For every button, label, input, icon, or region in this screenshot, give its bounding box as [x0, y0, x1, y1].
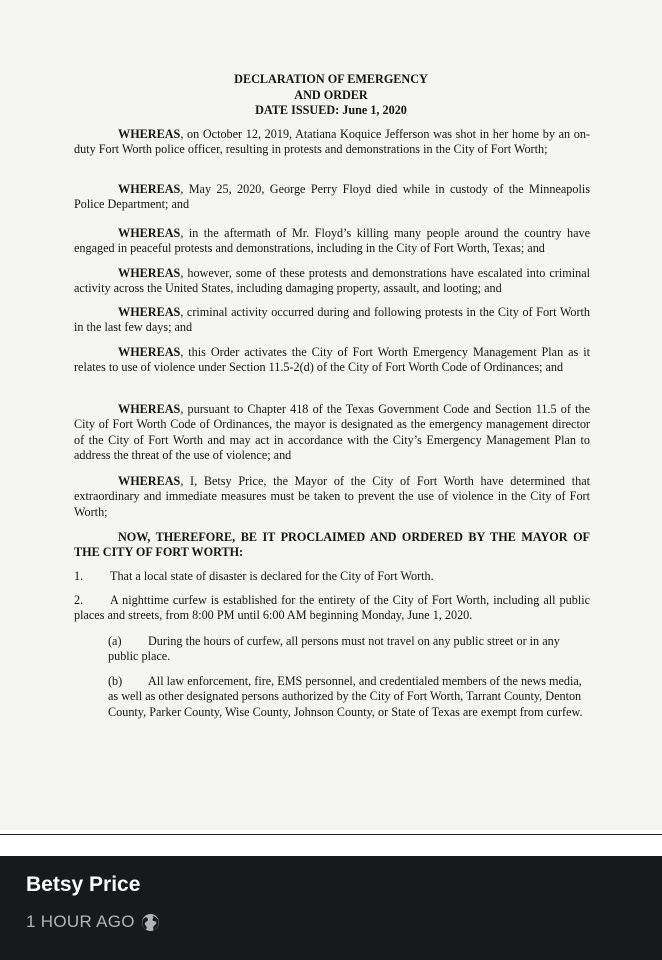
whereas-paragraph: WHEREAS, on October 12, 2019, Atatiana Koquice Jefferson was shot in her home by an on-duty Fort Worth police officer, resulting in protests and demonstrations in the City of Fort Worth; [74, 127, 590, 157]
document-title-line-2: AND ORDER [294, 87, 368, 102]
whereas-paragraph: WHEREAS, criminal activity occurred during and following protests in the City of Fort Worth in the last few days; and [74, 305, 590, 335]
post-author-name[interactable]: Betsy Price [26, 873, 141, 896]
subitem-label: (b) [108, 674, 123, 688]
whereas-paragraph: WHEREAS, pursuant to Chapter 418 of the Texas Government Code and Section 11.5 of the City of Fort Worth Code of Ordinances, the mayor is designated as the emergency management director of the City of Fort Worth and may act in accordance with the City’s Emergency Management Plan to address the threat of the use of violence; and [74, 402, 590, 462]
order-item: That a local state of disaster is declared for the City of Fort Worth. [110, 569, 434, 583]
post-meta [26, 912, 160, 932]
subitem-label: (a) [108, 634, 122, 648]
document-title-line-1: DECLARATION OF EMERGENCY [234, 72, 428, 86]
item-number: 1. [74, 569, 84, 583]
document-header [0, 72, 662, 119]
order-subitem: (b) All law enforcement, fire, EMS personnel, and credentialed members of the news media, as well as other designated persons authorized by the City of Fort Worth, Tarrant County, Denton County, Parker County, Wise County, Johnson County, or State of Texas are exempt from curfew. [108, 674, 583, 719]
whereas-paragraph: WHEREAS, however, some of these protests and demonstrations have escalated into criminal activity across the United States, including damaging property, assault, and looting; and [74, 266, 590, 296]
whereas-paragraph: WHEREAS, I, Betsy Price, the Mayor of the City of Fort Worth have determined that extraordinary and immediate measures must be taken to prevent the use of violence in the City of Fort Worth; [74, 474, 590, 519]
whereas-paragraph: WHEREAS, in the aftermath of Mr. Floyd’s killing many people around the country have engaged in peaceful protests and demonstrations, including in the City of Fort Worth, Texas; and [74, 226, 590, 256]
order-subitem: (a) During the hours of curfew, all persons must not travel on any public street or in any public place. [108, 634, 560, 664]
post-footer [0, 856, 662, 960]
post-timestamp[interactable]: 1 HOUR AGO [26, 912, 135, 931]
whereas-paragraph: WHEREAS, May 25, 2020, George Perry Floyd died while in custody of the Minneapolis Police Department; and [74, 182, 590, 212]
order-item: 2. A nighttime curfew is established for the entirety of the City of Fort Worth, including all public places and streets, from 8:00 PM until 6:00 AM beginning Monday, June 1, 2020. [74, 593, 590, 623]
globe-icon [141, 913, 160, 932]
item-number: 2. [74, 593, 84, 607]
proclamation: NOW, THEREFORE, BE IT PROCLAIMED AND ORDERED BY THE MAYOR OF THE CITY OF FORT WORTH: [74, 530, 590, 560]
whereas-paragraph: WHEREAS, this Order activates the City of Fort Worth Emergency Management Plan as it relates to use of violence under Section 11.5-2(d) of the City of Fort Worth Code of Ordinances; and [74, 345, 590, 375]
date-issued: DATE ISSUED: June 1, 2020 [255, 103, 407, 118]
divider [0, 834, 662, 835]
